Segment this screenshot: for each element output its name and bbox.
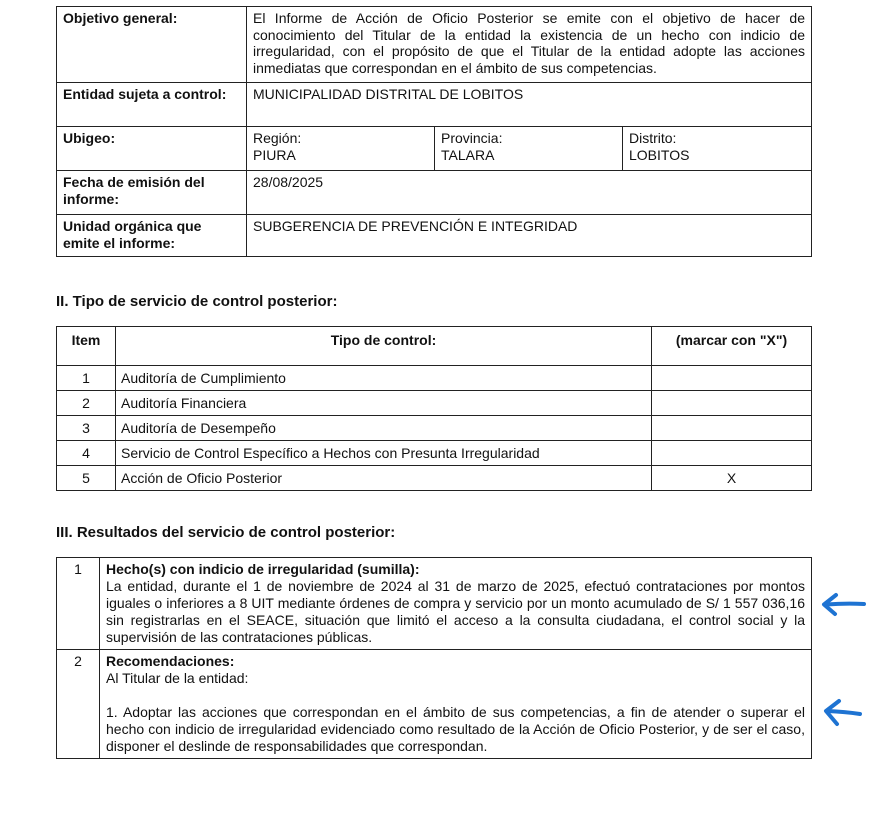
arrow-left-icon — [818, 590, 868, 620]
ubigeo-label: Ubigeo: — [57, 127, 247, 171]
table-row — [57, 466, 812, 491]
region-cell — [247, 127, 435, 171]
distrito-value: LOBITOS — [629, 146, 690, 163]
recomendaciones-cell — [100, 650, 812, 759]
section-3-heading: III. Resultados del servicio de control posterior: — [56, 524, 396, 541]
tipo-control: Auditoría Financiera — [116, 391, 652, 416]
region-label: Región: — [253, 130, 302, 146]
provincia-label: Provincia: — [441, 130, 503, 146]
distrito-label: Distrito: — [629, 130, 677, 146]
tipo-servicio-table — [56, 326, 812, 491]
hecho-cell — [100, 558, 812, 650]
table-row — [57, 650, 812, 759]
recomendaciones-title: Recomendaciones: — [106, 653, 235, 669]
item-number: 1 — [57, 366, 116, 391]
objetivo-value: El Informe de Acción de Oficio Posterior se emite con el objetivo de hacer de conocimiento del Titular de la entidad la existencia de un hecho con indicio de irregularidad, con el propósito de que el Titular de la entidad adopte las acciones inmediatas que correspondan en el ámbito de sus competencias. — [247, 7, 812, 83]
entidad-label: Entidad sujeta a control: — [57, 83, 247, 127]
section-2-heading: II. Tipo de servicio de control posterior: — [56, 293, 338, 310]
recomendaciones-subtitle: Al Titular de la entidad: — [106, 670, 249, 686]
tipo-control: Servicio de Control Específico a Hechos con Presunta Irregularidad — [116, 441, 652, 466]
mark-cell — [652, 391, 812, 416]
unidad-value: SUBGERENCIA DE PREVENCIÓN E INTEGRIDAD — [247, 215, 812, 257]
objetivo-label: Objetivo general: — [57, 7, 247, 83]
table-row — [57, 558, 812, 650]
hecho-text: La entidad, durante el 1 de noviembre de 2024 al 31 de marzo de 2025, efectuó contrataciones por montos iguales o inferiores a 8 UIT mediante órdenes de compra y servicio por un monto acumulado de S/ 1 557 036,16 sin registrarlas en el SEACE, situación que limitó el acceso a la consulta ciudadana, el control social y la supervisión de las contrataciones públicas. — [106, 578, 805, 645]
item-number: 2 — [57, 391, 116, 416]
item-number: 4 — [57, 441, 116, 466]
informe-general-table — [56, 6, 812, 257]
provincia-cell — [435, 127, 623, 171]
region-value: PIURA — [253, 146, 296, 163]
fecha-value: 28/08/2025 — [247, 171, 812, 215]
tipo-control: Auditoría de Desempeño — [116, 416, 652, 441]
provincia-value: TALARA — [441, 146, 495, 163]
mark-cell — [652, 441, 812, 466]
table-row — [57, 441, 812, 466]
item-number: 3 — [57, 416, 116, 441]
table-row — [57, 416, 812, 441]
fecha-label: Fecha de emisión del informe: — [57, 171, 247, 215]
recomendaciones-text: 1. Adoptar las acciones que correspondan en el ámbito de sus competencias, a fin de atender o superar el hecho con indicio de irregularidad evidenciado como resultado de la Acción de Oficio Posterior, y de ser el caso, disponer el deslinde de responsabilidades que correspondan. — [106, 704, 805, 754]
item-header: Item — [57, 327, 116, 366]
mark-cell — [652, 366, 812, 391]
table-row — [57, 366, 812, 391]
mark-cell: X — [652, 466, 812, 491]
tipo-control: Acción de Oficio Posterior — [116, 466, 652, 491]
row-number: 2 — [57, 650, 100, 759]
resultados-table — [56, 557, 812, 759]
mark-cell — [652, 416, 812, 441]
arrow-left-icon — [820, 697, 864, 731]
row-number: 1 — [57, 558, 100, 650]
entidad-value: MUNICIPALIDAD DISTRITAL DE LOBITOS — [247, 83, 812, 127]
tipo-control: Auditoría de Cumplimiento — [116, 366, 652, 391]
item-number: 5 — [57, 466, 116, 491]
distrito-cell — [623, 127, 812, 171]
tipo-header: Tipo de control: — [116, 327, 652, 366]
table-row — [57, 391, 812, 416]
hecho-title: Hecho(s) con indicio de irregularidad (sumilla): — [106, 561, 420, 577]
marcar-header: (marcar con "X") — [652, 327, 812, 366]
unidad-label: Unidad orgánica que emite el informe: — [57, 215, 247, 257]
